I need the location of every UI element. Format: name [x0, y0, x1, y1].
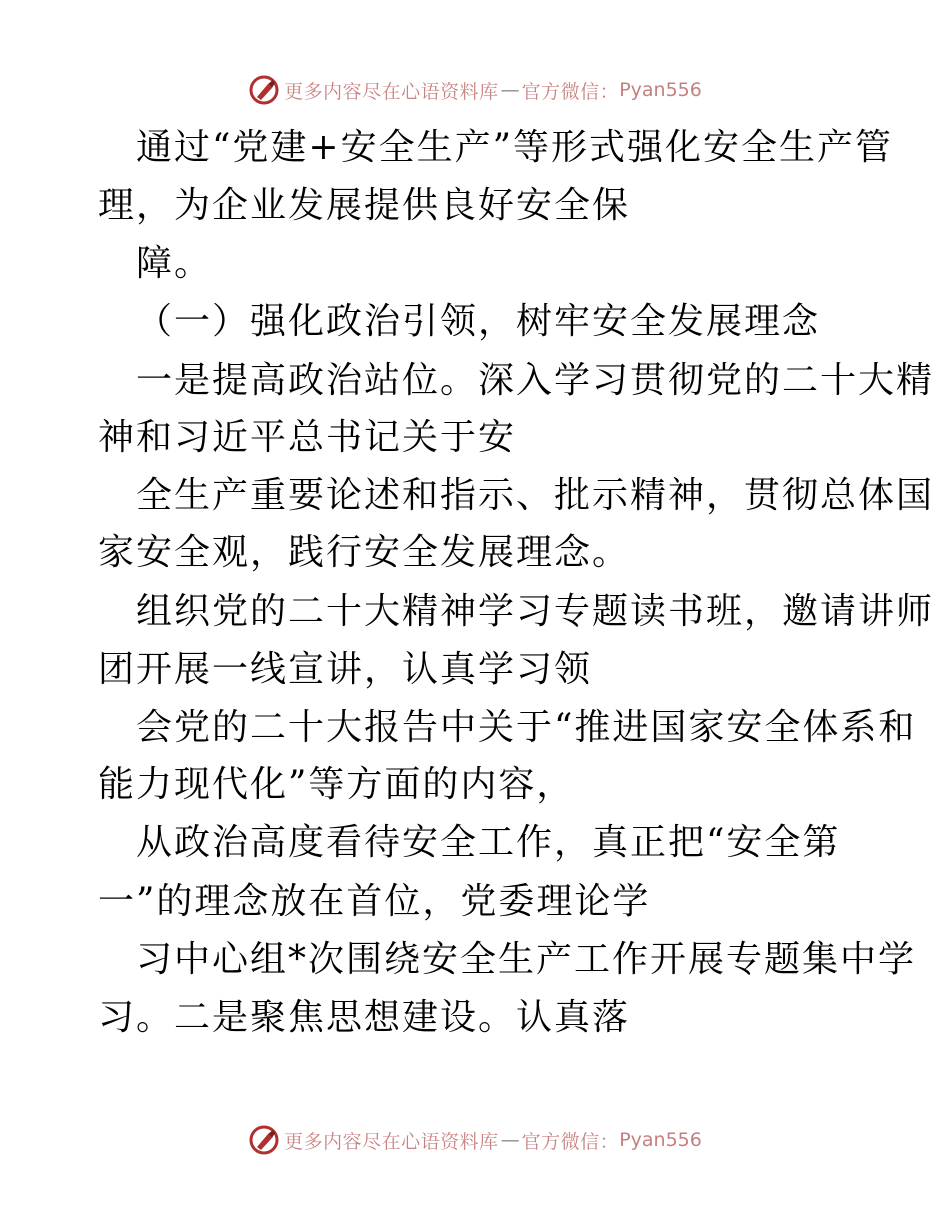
footer-watermark [0, 1120, 950, 1160]
text-line: 习。二是聚焦思想建设。认真落 [98, 997, 631, 1038]
watermark-wechat-id: Pyan556 [619, 1129, 702, 1151]
text-line: 家安全观，践行安全发展理念。 [98, 532, 631, 573]
text-line: 障。 [136, 243, 213, 284]
text-line: 通过“党建+安全生产”等形式强化安全生产管 [136, 127, 893, 168]
pen-logo-icon [248, 74, 280, 106]
text-line: 一”的理念放在首位，党委理论学 [98, 881, 651, 922]
text-line: 团开展一线宣讲，认真学习领 [98, 649, 593, 690]
watermark-wechat-id: Pyan556 [619, 79, 702, 101]
watermark-separator: — [500, 79, 520, 101]
header-watermark [0, 70, 950, 110]
watermark-separator: — [500, 1129, 520, 1151]
text-line: 从政治高度看待安全工作，真正把“安全第 [136, 822, 841, 863]
section-heading: （一）强化政治引领，树牢安全发展理念 [136, 301, 821, 342]
text-line: 一是提高政治站位。深入学习贯彻党的二十大精 [136, 360, 935, 401]
watermark-wechat-label: 官方微信： [521, 80, 620, 103]
watermark-brand: 更多内容尽在心语资料库 [284, 80, 499, 103]
text-line: 会党的二十大报告中关于“推进国家安全体系和 [136, 707, 917, 748]
text-line: 组织党的二十大精神学习专题读书班，邀请讲师 [136, 591, 935, 632]
text-line: 能力现代化”等方面的内容， [98, 764, 575, 805]
pen-logo-icon [248, 1124, 280, 1156]
text-line: 全生产重要论述和指示、批示精神，贯彻总体国 [136, 475, 935, 516]
text-line: 神和习近平总书记关于安 [98, 417, 517, 458]
text-line: 理，为企业发展提供良好安全保 [98, 185, 631, 226]
watermark-brand: 更多内容尽在心语资料库 [284, 1130, 499, 1153]
text-line: 习中心组*次围绕安全生产工作开展专题集中学 [136, 939, 917, 980]
watermark-wechat-label: 官方微信： [521, 1130, 620, 1153]
